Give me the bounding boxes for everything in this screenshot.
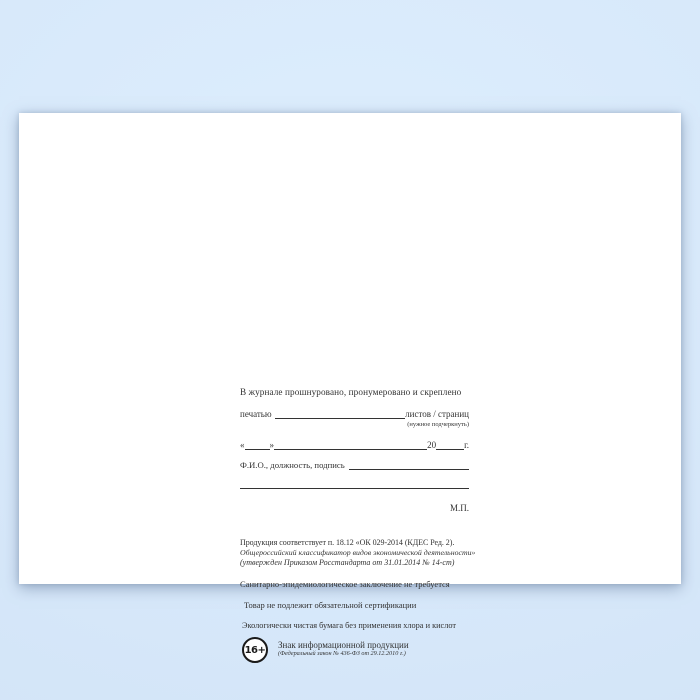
compliance-line3: (утвержден Приказом Росстандарта от 31.01.2014 № 14-ст) — [240, 558, 455, 567]
day-blank — [245, 449, 270, 450]
certify-title: В журнале прошнуровано, пронумеровано и скреплено — [240, 387, 462, 397]
year-prefix: 20 — [427, 440, 437, 450]
age-mark-row — [240, 637, 469, 663]
signature-label: Ф.И.О., должность, подпись — [240, 460, 345, 470]
signature-blank — [349, 469, 469, 470]
age-mark-label: Знак информационной продукции — [278, 640, 409, 650]
age-mark-text — [278, 637, 409, 658]
journal-back-page — [19, 113, 681, 657]
sealed-sheets-line — [240, 409, 469, 420]
year-blank — [436, 449, 464, 450]
year-suffix: г. — [464, 440, 469, 450]
certification-note: Товар не подлежит обязательной сертификации — [244, 600, 417, 610]
date-line — [240, 440, 469, 451]
compliance-line2: Общероссийский классификатор видов экономической деятельности» — [240, 548, 476, 557]
age-16-plus-icon — [242, 637, 268, 663]
sealed-suffix: листов / страниц — [405, 409, 469, 419]
sheets-count-blank — [275, 418, 406, 419]
quote-close: » — [269, 440, 274, 450]
seal-place-abbr: М.П. — [449, 503, 469, 513]
compliance-line1: Продукция соответствует п. 18.12 «ОК 029-2014 (КДЕС Ред. 2). — [240, 538, 455, 547]
month-blank — [274, 449, 427, 450]
document-text-block — [240, 387, 476, 663]
signature-line — [240, 460, 469, 471]
age-16-plus-label: 16+ — [244, 644, 266, 656]
age-mark-law: (Федеральный закон № 436-ФЗ от 29.12.2010 г.) — [278, 650, 406, 657]
sealed-prefix: печатью — [240, 409, 272, 419]
quote-open: « — [240, 440, 245, 450]
eco-paper-note: Экологически чистая бумага без применения хлора и кислот — [242, 621, 457, 630]
underline-note: (нужное подчеркнуть) — [407, 421, 469, 428]
sanitary-note: Санитарно-эпидемиологическое заключение не требуется — [240, 579, 450, 589]
signature-continuation-line — [240, 488, 469, 489]
